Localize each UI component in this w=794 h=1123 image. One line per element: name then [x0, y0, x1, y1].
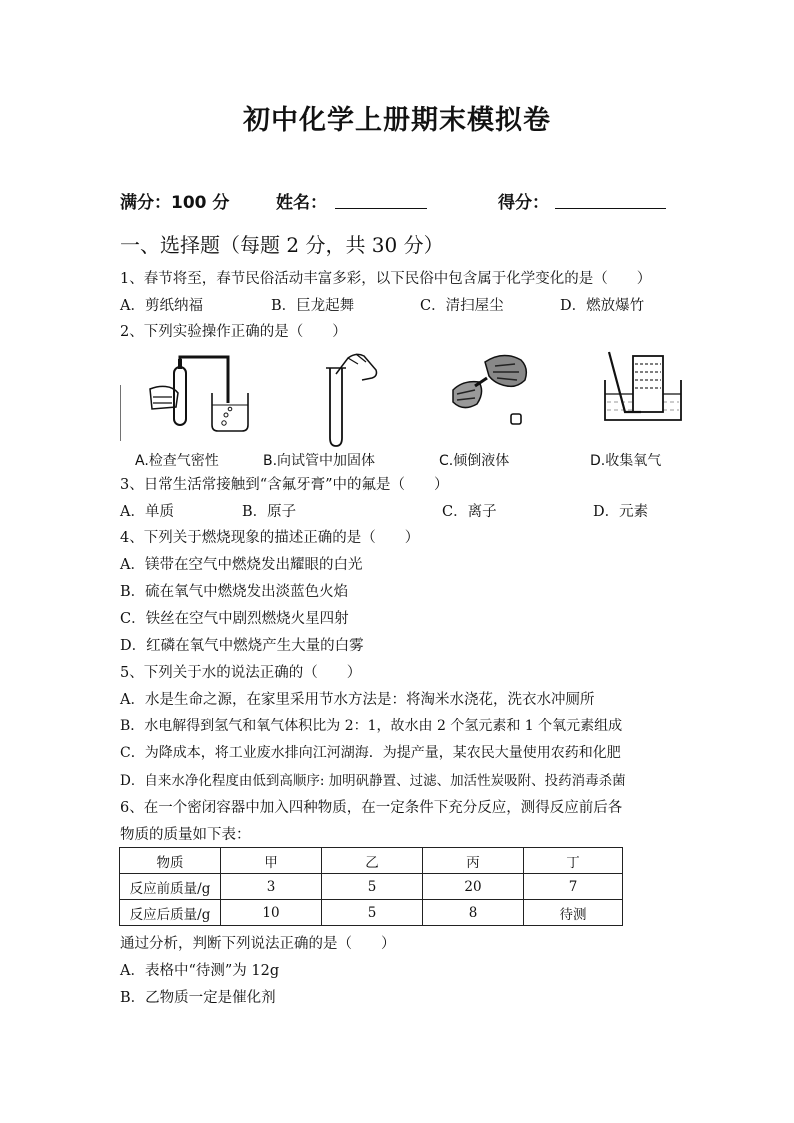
q6-option-b: B．乙物质一定是催化剂	[120, 990, 276, 1006]
table-row	[120, 900, 623, 926]
q3-stem: 3、日常生活常接触到“含氟牙膏”中的氟是（ ）	[120, 477, 449, 493]
q4-option-a: A．镁带在空气中燃烧发出耀眼的白光	[120, 557, 363, 573]
q1-stem: 1、春节将至，春节民俗活动丰富多彩，以下民俗中包含属于化学变化的是（ ）	[120, 271, 652, 287]
table-cell: 5	[322, 900, 423, 926]
q2-stem: 2、下列实验操作正确的是（ ）	[120, 324, 347, 340]
q5-option-c: C．为降成本，将工业废水排向江河湖海．为提产量，某农民大量使用农药和化肥	[120, 745, 621, 761]
q4-option-d: D．红磷在氧气中燃烧产生大量的白雾	[120, 638, 364, 654]
q2-caption-b: B.向试管中加固体	[263, 453, 376, 469]
q5-stem: 5、下列关于水的说法正确的（ ）	[120, 665, 362, 681]
q1-option-d: D．燃放爆竹	[560, 298, 645, 314]
q3-option-b: B．原子	[242, 504, 297, 520]
table-header-row	[120, 848, 623, 874]
score-label: 得分：	[498, 193, 549, 213]
table-header-cell: 乙	[322, 848, 423, 874]
mass-table	[119, 847, 623, 926]
q1-option-b: B．巨龙起舞	[271, 298, 355, 314]
q3-option-c: C．离子	[442, 504, 497, 520]
table-cell: 7	[524, 874, 623, 900]
table-cell: 8	[423, 900, 524, 926]
table-header-cell: 甲	[221, 848, 322, 874]
q2-caption-c: C.倾倒液体	[439, 453, 510, 469]
table-header-cell: 丙	[423, 848, 524, 874]
table-row	[120, 874, 623, 900]
table-cell: 反应前质量/g	[120, 874, 221, 900]
full-score-label: 满分：100 分	[120, 193, 230, 213]
q5-option-d: D．自来水净化程度由低到高顺序: 加明矾静置、过滤、加活性炭吸附、投药消毒杀菌	[120, 773, 626, 789]
table-cell: 待测	[524, 900, 623, 926]
q4-option-c: C．铁丝在空气中剧烈燃烧火星四射	[120, 611, 349, 627]
q2-caption-d: D.收集氧气	[590, 453, 662, 469]
section-title: 一、选择题（每题 2 分，共 30 分）	[120, 233, 444, 257]
q6-after-stem: 通过分析，判断下列说法正确的是（ ）	[120, 936, 396, 952]
pour-liquid-icon	[445, 352, 535, 432]
q2-caption-a: A.检查气密性	[135, 453, 219, 469]
name-blank[interactable]	[335, 190, 427, 209]
table-header-cell: 丁	[524, 848, 623, 874]
q5-option-b: B．水电解得到氢气和氧气体积比为 2：1，故水由 2 个氢元素和 1 个氧元素组成	[120, 718, 623, 734]
q4-option-b: B．硫在氧气中燃烧发出淡蓝色火焰	[120, 584, 349, 600]
q4-stem: 4、下列关于燃烧现象的描述正确的是（ ）	[120, 530, 420, 546]
q1-option-a: A．剪纸纳福	[120, 298, 203, 314]
add-solid-to-tube-icon	[318, 350, 388, 450]
table-cell: 10	[221, 900, 322, 926]
q3-option-d: D．元素	[593, 504, 649, 520]
page-title: 初中化学上册期末模拟卷	[243, 105, 551, 136]
table-cell: 5	[322, 874, 423, 900]
airtightness-check-icon	[120, 345, 260, 445]
q1-option-c: C．清扫屋尘	[420, 298, 504, 314]
q6-option-a: A．表格中“待测”为 12g	[120, 963, 280, 979]
name-label: 姓名：	[276, 193, 327, 213]
q6-stem-line2: 物质的质量如下表：	[120, 827, 251, 843]
table-cell: 反应后质量/g	[120, 900, 221, 926]
table-cell: 3	[221, 874, 322, 900]
q6-stem-line1: 6、在一个密闭容器中加入四种物质，在一定条件下充分反应，测得反应前后各	[120, 800, 623, 816]
score-blank[interactable]	[555, 190, 666, 209]
collect-oxygen-icon	[603, 350, 683, 430]
q5-option-a: A．水是生命之源，在家里采用节水方法是：将淘米水浇花，洗衣水冲厕所	[120, 692, 595, 708]
q3-option-a: A．单质	[120, 504, 174, 520]
table-cell: 20	[423, 874, 524, 900]
table-header-cell: 物质	[120, 848, 221, 874]
